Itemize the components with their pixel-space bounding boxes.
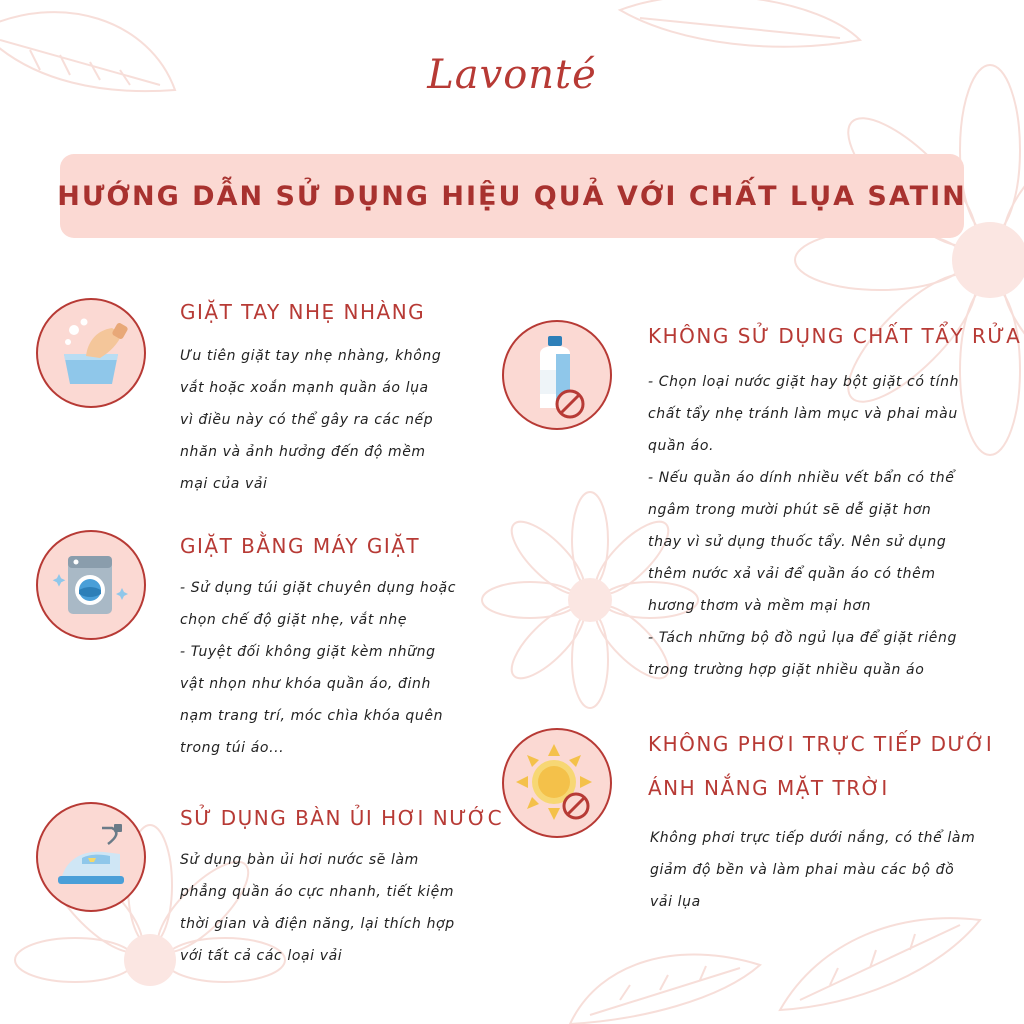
body-line: - Sử dụng túi giặt chuyên dụng hoặc	[180, 580, 457, 596]
body-line: với tất cả các loại vải	[180, 948, 343, 964]
hand-wash-icon	[36, 298, 146, 408]
body-line: Không phơi trực tiếp dưới nắng, có thể làm	[650, 830, 976, 846]
body-line: trong trường hợp giặt nhiều quần áo	[648, 662, 925, 678]
body-line: quần áo.	[648, 438, 715, 454]
section-title-steam-iron: SỬ DỤNG BÀN ỦI HƠI NƯỚC	[180, 806, 504, 830]
body-line: Ưu tiên giặt tay nhẹ nhàng, không	[180, 348, 442, 364]
section-body-no-bleach	[648, 366, 998, 686]
body-line: thay vì sử dụng thuốc tẩy. Nên sử dụng	[648, 534, 947, 550]
body-line: vải lụa	[650, 894, 701, 910]
section-body-steam-iron	[180, 844, 490, 972]
body-line: vật nhọn như khóa quần áo, đinh	[180, 676, 431, 692]
body-line: thời gian và điện năng, lại thích hợp	[180, 916, 455, 932]
body-line: - Chọn loại nước giặt hay bột giặt có tính	[648, 374, 960, 390]
section-title-hand-wash: GIẶT TAY NHẸ NHÀNG	[180, 300, 426, 324]
section-body-no-sun	[650, 822, 1000, 918]
body-line: chọn chế độ giặt nhẹ, vắt nhẹ	[180, 612, 408, 628]
body-line: hương thơm và mềm mại hơn	[648, 598, 872, 614]
section-title-washing-machine: GIẶT BẰNG MÁY GIẶT	[180, 534, 421, 558]
body-line: - Tách những bộ đồ ngủ lụa để giặt riêng	[648, 630, 957, 646]
body-line: vắt hoặc xoắn mạnh quần áo lụa	[180, 380, 429, 396]
body-line: ngâm trong mười phút sẽ dễ giặt hơn	[648, 502, 932, 518]
body-line: thêm nước xả vải để quần áo có thêm	[648, 566, 936, 582]
title-banner	[57, 154, 967, 238]
body-line: phẳng quần áo cực nhanh, tiết kiệm	[180, 884, 455, 900]
body-line: mại của vải	[180, 476, 268, 492]
body-line: giảm độ bền và làm phai màu các bộ đồ	[650, 862, 955, 878]
page-title: HƯỚNG DẪN SỬ DỤNG HIỆU QUẢ VỚI CHẤT LỤA SATIN	[57, 180, 967, 212]
body-line: - Nếu quần áo dính nhiều vết bẩn có thể	[648, 470, 955, 486]
section-body-hand-wash	[180, 340, 480, 500]
leaf-decoration	[620, 0, 860, 47]
body-line: trong túi áo...	[180, 740, 285, 756]
washing-machine-icon	[36, 530, 146, 640]
steam-iron-icon	[36, 802, 146, 912]
leaf-decoration	[570, 955, 760, 1024]
section-title-no-sun-line-2: ÁNH NẮNG MẶT TRỜI	[648, 776, 889, 800]
section-title-no-sun-line-1: KHÔNG PHƠI TRỰC TIẾP DƯỚI	[648, 732, 994, 756]
body-line: nhăn và ảnh hưởng đến độ mềm	[180, 444, 426, 460]
section-body-washing-machine	[180, 572, 490, 764]
body-line: nạm trang trí, móc chìa khóa quên	[180, 708, 444, 724]
body-line: Sử dụng bàn ủi hơi nước sẽ làm	[180, 852, 419, 868]
body-line: chất tẩy nhẹ tránh làm mục và phai màu	[648, 406, 958, 422]
no-bleach-icon	[502, 320, 612, 430]
section-title-no-bleach: KHÔNG SỬ DỤNG CHẤT TẨY RỬA	[648, 324, 1022, 348]
no-sun-icon	[502, 728, 612, 838]
body-line: vì điều này có thể gây ra các nếp	[180, 412, 434, 428]
body-line: - Tuyệt đối không giặt kèm những	[180, 644, 436, 660]
brand-logo: Lavonté	[427, 52, 597, 98]
